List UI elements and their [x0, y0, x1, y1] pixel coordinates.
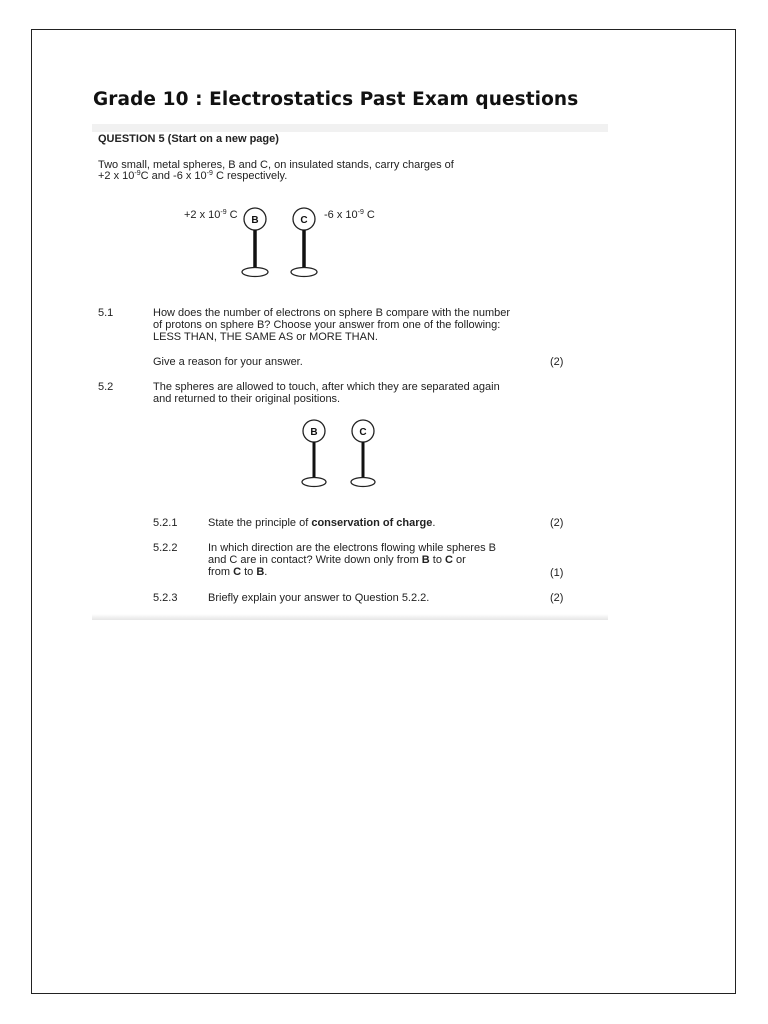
q5-1-line2: of protons on sphere B? Choose your answer from one of the following: [153, 319, 501, 331]
scan-top-edge [92, 124, 608, 132]
charge-label-c: -6 x $10^{-9}$ C [324, 209, 375, 221]
q5-2-2-line3: from C to B. [208, 566, 268, 578]
q5-2-number: 5.2 [98, 381, 114, 393]
spheres-diagram-after [292, 418, 388, 494]
q5-2-2-marks: (1) [550, 567, 564, 579]
document-title: Grade 10 : Electrostatics Past Exam questions [93, 89, 579, 110]
question-intro-line2: +2 x $10^{-9}C$ and -6 x $10^{-9}$ C respectively. [98, 170, 288, 182]
q5-1-reason: Give a reason for your answer. [153, 356, 303, 368]
q5-2-line2: and returned to their original positions. [153, 393, 341, 405]
q5-2-1-marks: (2) [550, 517, 564, 529]
q5-2-3-number: 5.2.3 [153, 592, 178, 604]
sphere-c-label: C [300, 215, 308, 226]
q5-1-number: 5.1 [98, 307, 114, 319]
scanned-exam-excerpt [92, 124, 608, 620]
scan-cut-edge [92, 614, 608, 620]
charge-label-b: +2 x $10^{-9}$ C [184, 209, 238, 221]
q5-2-3-marks: (2) [550, 592, 564, 604]
question-heading: QUESTION 5 (Start on a new page) [98, 133, 279, 145]
q5-1-marks: (2) [550, 356, 564, 368]
q5-2-3-text: Briefly explain your answer to Question 5.2.2. [208, 592, 430, 604]
q5-2-2-line2: and C are in contact? Write down only from B to C or [208, 554, 466, 566]
q5-2-2-line1: In which direction are the electrons flowing while spheres B [208, 542, 496, 554]
sphere-c-label-after: C [359, 427, 367, 438]
q5-2-2-number: 5.2.2 [153, 542, 178, 554]
q5-2-1-number: 5.2.1 [153, 517, 178, 529]
q5-1-line3: LESS THAN, THE SAME AS or MORE THAN. [153, 331, 378, 343]
sphere-b-label: B [251, 215, 259, 226]
sphere-c-stand-after [351, 420, 375, 487]
sphere-b-stand [242, 208, 268, 277]
q5-2-line1: The spheres are allowed to touch, after which they are separated again [153, 381, 500, 393]
q5-1-line1: How does the number of electrons on sphere B compare with the number [153, 307, 511, 319]
sphere-b-label-after: B [310, 427, 318, 438]
sphere-c-stand [291, 208, 317, 277]
question-intro-line1: Two small, metal spheres, B and C, on insulated stands, carry charges of [98, 159, 454, 171]
spheres-diagram-before [232, 206, 332, 284]
sphere-b-stand-after [302, 420, 326, 487]
q5-2-1-text: State the principle of conservation of charge. [208, 517, 436, 529]
